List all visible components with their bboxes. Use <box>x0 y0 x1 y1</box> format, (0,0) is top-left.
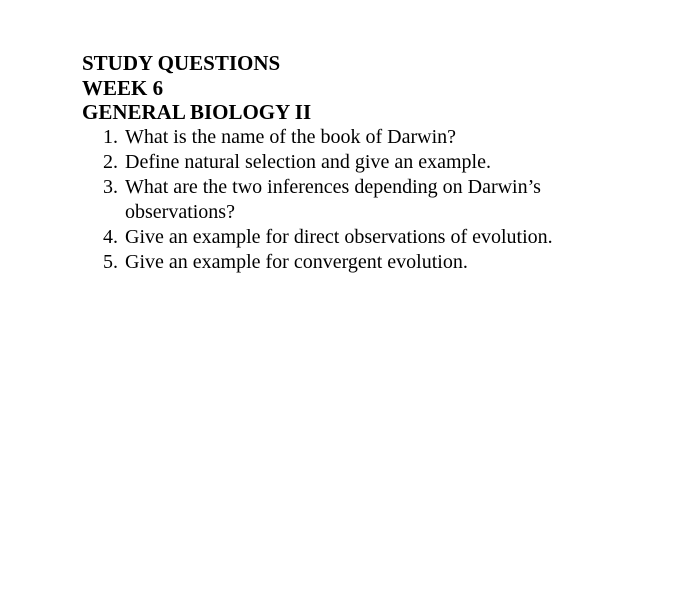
question-item <box>82 175 585 225</box>
question-number: 5. <box>103 250 118 273</box>
document-title: STUDY QUESTIONS <box>82 51 281 75</box>
question-text: Give an example for direct observations of evolution. <box>125 225 553 248</box>
question-number: 2. <box>103 150 118 173</box>
question-list <box>82 125 682 275</box>
question-text: Give an example for convergent evolution. <box>125 250 468 273</box>
question-item <box>82 125 682 150</box>
question-item <box>82 150 682 175</box>
question-number: 3. <box>103 175 118 198</box>
question-item <box>82 225 682 250</box>
document-week: WEEK 6 <box>82 75 164 100</box>
question-text: What is the name of the book of Darwin? <box>125 125 457 148</box>
question-text: What are the two inferences depending on Darwin’s observations? <box>125 175 541 223</box>
question-item <box>82 250 682 275</box>
question-text: Define natural selection and give an example. <box>125 150 491 173</box>
question-number: 1. <box>103 125 118 148</box>
document-page <box>82 51 682 275</box>
document-course: GENERAL BIOLOGY II <box>82 100 312 124</box>
question-number: 4. <box>103 225 118 248</box>
